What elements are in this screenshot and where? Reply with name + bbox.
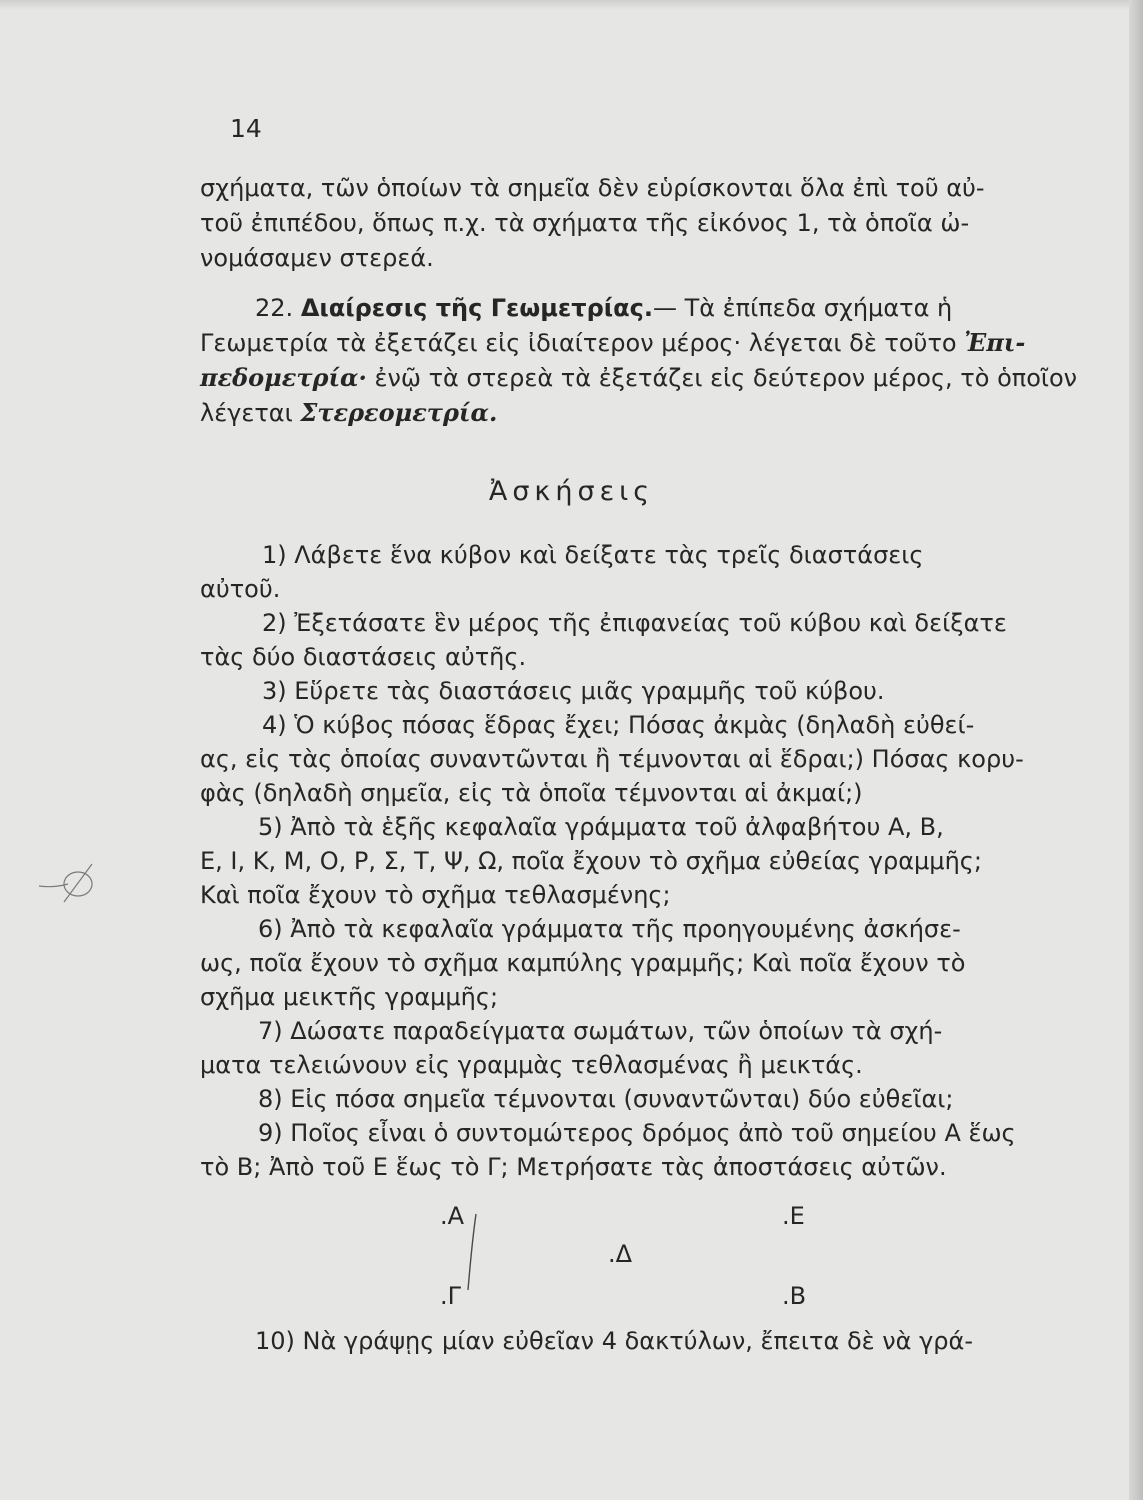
intro-line-2: τοῦ ἐπιπέδου, ὅπως π.χ. τὰ σχήματα τῆς εἰκόνος 1, τὰ ὁποῖα ὠ-: [200, 209, 970, 237]
term-epipedometria-end: πεδομετρία·: [200, 363, 367, 392]
exercise-10-line: 10) Νὰ γράψῃς μίαν εὐθεῖαν 4 δακτύλων, ἔπειτα δὲ νὰ γρά-: [255, 1327, 974, 1355]
section-line1-rest: — Τὰ ἐπίπεδα σχήματα ἡ: [652, 294, 953, 322]
section-line4-text: λέγεται: [200, 399, 301, 427]
section-line3-text: ἐνῷ τὰ στερεὰ τὰ ἐξετάζει εἰς δεύτερον μέρος, τὸ ὁποῖον: [366, 364, 1078, 392]
section-22-line-2: [200, 328, 1025, 358]
point-d: .Δ: [608, 1240, 633, 1268]
exercise-line: Ε, Ι, Κ, Μ, Ο, Ρ, Σ, Τ, Ψ, Ω, ποῖα ἔχουν τὸ σχῆμα εὐθείας γραμμῆς;: [200, 847, 982, 875]
exercise-line: τὰς δύο διαστάσεις αὐτῆς.: [200, 643, 527, 671]
exercise-line: φὰς (δηλαδὴ σημεῖα, εἰς τὰ ὁποῖα τέμνονται αἱ ἀκμαί;): [200, 779, 863, 807]
section-line2-text: Γεωμετρία τὰ ἐξετάζει εἰς ἰδιαίτερον μέρος· λέγεται δὲ τοῦτο: [200, 329, 965, 357]
exercise-line: 3) Εὕρετε τὰς διαστάσεις μιᾶς γραμμῆς τοῦ κύβου.: [262, 677, 885, 705]
section-22-line-1: [255, 293, 952, 323]
exercise-line: σχῆμα μεικτῆς γραμμῆς;: [200, 983, 499, 1011]
page-number: 14: [230, 114, 262, 143]
term-stereometria: Στερεομετρία.: [300, 398, 498, 427]
exercise-line: ας, εἰς τὰς ὁποίας συναντῶνται ἢ τέμνονται αἱ ἕδραι;) Πόσας κορυ-: [200, 745, 1024, 773]
page-top-shadow: [0, 0, 1143, 10]
exercise-line: 5) Ἀπὸ τὰ ἑξῆς κεφαλαῖα γράμματα τοῦ ἀλφαβήτου Α, Β,: [258, 813, 944, 841]
exercise-line: Καὶ ποῖα ἔχουν τὸ σχῆμα τεθλασμένης;: [200, 881, 671, 909]
intro-line-1: σχήματα, τῶν ὁποίων τὰ σημεῖα δὲν εὑρίσκονται ὅλα ἐπὶ τοῦ αὐ-: [200, 174, 985, 202]
exercise-line: 7) Δώσατε παραδείγματα σωμάτων, τῶν ὁποίων τὰ σχή-: [258, 1017, 943, 1045]
point-a: .Α: [440, 1202, 465, 1230]
exercise-line: 2) Ἐξετάσατε ἓν μέρος τῆς ἐπιφανείας τοῦ κύβου καὶ δείξατε: [262, 609, 1007, 637]
exercise-line: ματα τελειώνουν εἰς γραμμὰς τεθλασμένας ἢ μεικτάς.: [200, 1051, 863, 1079]
exercise-line: τὸ Β; Ἀπὸ τοῦ Ε ἕως τὸ Γ; Μετρήσατε τὰς ἀποστάσεις αὐτῶν.: [200, 1153, 947, 1181]
point-g: .Γ: [440, 1282, 461, 1310]
page-right-edge: [1129, 0, 1143, 1500]
section-number: 22.: [255, 294, 294, 322]
pencil-line-mark: [462, 1212, 482, 1292]
section-22-line-4: [200, 398, 497, 428]
exercise-line: ως, ποῖα ἔχουν τὸ σχῆμα καμπύλης γραμμῆς; Καὶ ποῖα ἔχουν τὸ: [200, 949, 966, 977]
exercise-line: 8) Εἰς πόσα σημεῖα τέμνονται (συναντῶνται) δύο εὐθεῖαι;: [258, 1085, 954, 1113]
section-22-line-3: [200, 363, 1077, 393]
margin-pencil-mark: [34, 858, 104, 918]
point-b: .Β: [782, 1282, 807, 1310]
exercise-line: 6) Ἀπὸ τὰ κεφαλαῖα γράμματα τῆς προηγουμένης ἀσκήσε-: [258, 915, 961, 943]
exercise-line: 9) Ποῖος εἶναι ὁ συντομώτερος δρόμος ἀπὸ τοῦ σημείου Α ἕως: [258, 1119, 1016, 1147]
intro-line-3: νομάσαμεν στερεά.: [200, 244, 434, 272]
exercise-line: 1) Λάβετε ἕνα κύβον καὶ δείξατε τὰς τρεῖς διαστάσεις: [262, 541, 924, 569]
exercises-heading: Ἀσκήσεις: [488, 476, 655, 507]
exercise-line: αὐτοῦ.: [200, 575, 281, 603]
point-e: .Ε: [782, 1202, 805, 1230]
section-title: Διαίρεσις τῆς Γεωμετρίας.: [300, 294, 653, 322]
exercise-line: 4) Ὁ κύβος πόσας ἕδρας ἔχει; Πόσας ἀκμὰς (δηλαδὴ εὐθεί-: [262, 711, 975, 739]
term-epipedometria-start: Ἐπι-: [964, 328, 1026, 357]
